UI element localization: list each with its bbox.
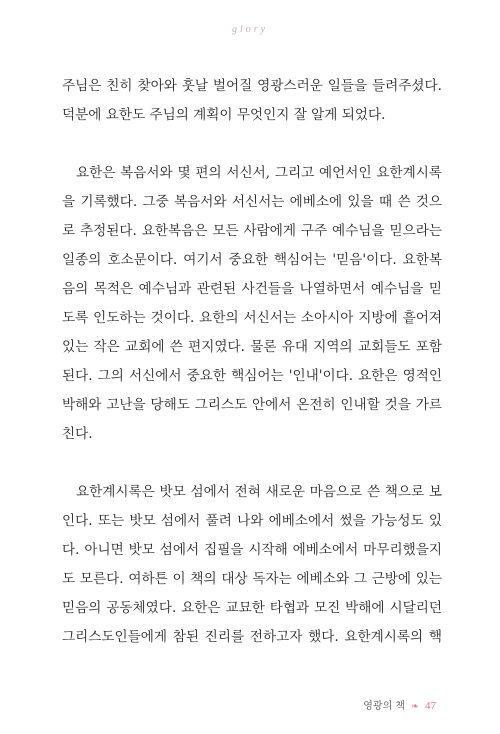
text-line: 음의 목적은 예수님과 관련된 사건들을 나열하면서 예수님을 믿 bbox=[62, 281, 442, 297]
text-line: 다. 아니면 밧모 섬에서 집필을 시작해 에베소에서 마무리했을지 bbox=[62, 542, 442, 558]
text-line: 요한은 복음서와 몇 편의 서신서, 그리고 예언서인 요한계시록 bbox=[76, 165, 442, 181]
text-line: 요한계시록은 밧모 섬에서 전혀 새로운 마음으로 쓴 책으로 보 bbox=[76, 484, 442, 500]
text-line: 친다. bbox=[62, 426, 93, 442]
paragraph-2 bbox=[62, 159, 442, 449]
text-line: 그리스도인들에게 참된 진리를 전하고자 했다. 요한계시록의 핵 bbox=[62, 629, 442, 645]
page-number: 47 bbox=[425, 700, 436, 712]
text-line: 된다. 그의 서신에서 중요한 핵심어는 '인내'이다. 요한은 영적인 bbox=[62, 368, 442, 384]
text-line: 덕분에 요한도 주님의 계획이 무엇인지 잘 알게 되었다. bbox=[62, 107, 386, 123]
text-line: 박해와 고난을 당해도 그리스도 안에서 온전히 인내할 것을 가르 bbox=[62, 397, 442, 413]
text-line: 믿음의 공동체였다. 요한은 교묘한 타협과 모진 박해에 시달리던 bbox=[62, 600, 442, 616]
fleuron-icon: ❧ bbox=[411, 702, 419, 712]
text-line: 도 모른다. 여하튼 이 책의 대상 독자는 에베소와 그 근방에 있는 bbox=[62, 571, 442, 587]
paragraph-1 bbox=[62, 72, 442, 130]
body-text bbox=[62, 72, 442, 652]
paragraph-gap bbox=[62, 130, 442, 159]
text-line: 인다. 또는 밧모 섬에서 풀려 나와 에베소에서 썼을 가능성도 있 bbox=[62, 513, 442, 529]
page-footer bbox=[363, 697, 436, 712]
text-line: 을 기록했다. 그중 복음서와 서신서는 에베소에 있을 때 쓴 것으 bbox=[62, 194, 442, 210]
paragraph-3 bbox=[62, 478, 442, 652]
footer-book-title: 영광의 책 bbox=[363, 701, 406, 712]
text-line: 주님은 친히 찾아와 훗날 벌어질 영광스러운 일들을 들려주셨다. bbox=[62, 78, 442, 94]
running-header: glory bbox=[231, 24, 269, 35]
text-line: 로 추정된다. 요한복음은 모든 사람에게 구주 예수님을 믿으라는 bbox=[62, 223, 442, 239]
text-line: 도록 인도하는 것이다. 요한의 서신서는 소아시아 지방에 흩어져 bbox=[62, 310, 442, 326]
paragraph-gap bbox=[62, 449, 442, 478]
text-line: 일종의 호소문이다. 여기서 중요한 핵심어는 '믿음'이다. 요한복 bbox=[62, 252, 442, 268]
text-line: 있는 작은 교회에 쓴 편지였다. 물론 유대 지역의 교회들도 포함 bbox=[62, 339, 442, 355]
